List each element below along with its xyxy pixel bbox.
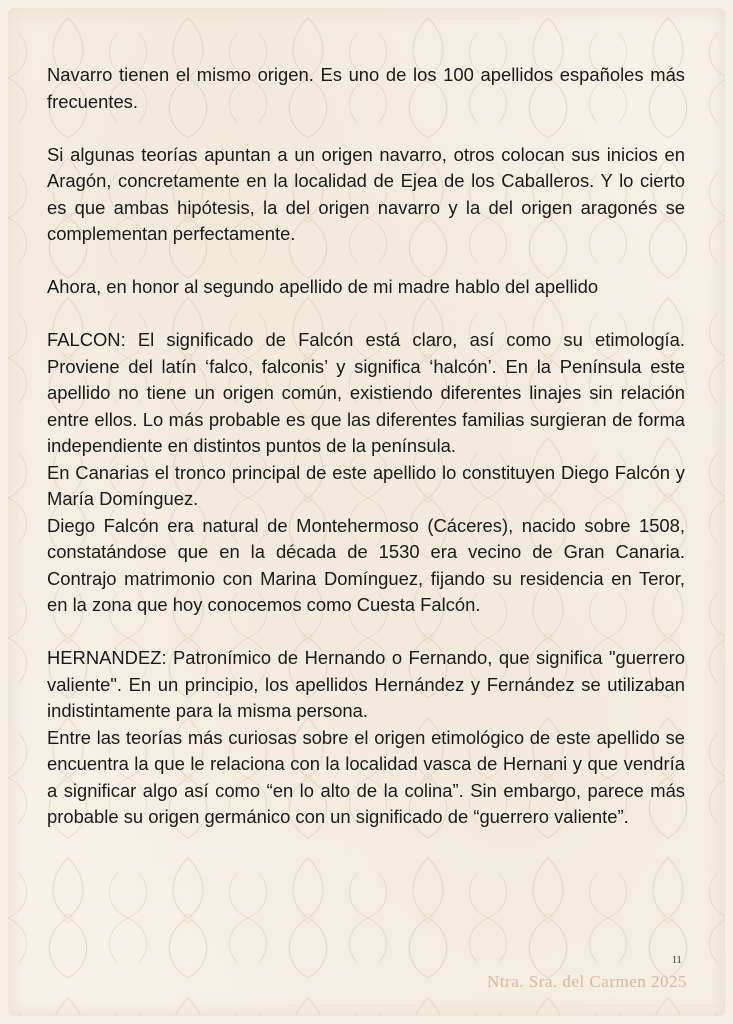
paragraph-diego-falcon: Diego Falcón era natural de Montehermoso (Cáceres), nacido sobre 1508, constatándose que en la década de 1530 era vecino de Gran Canaria. Contrajo matrimonio con Marina Domínguez, fijando su residencia en Teror, en la zona que hoy conocemos como Cuesta Falcón. (47, 514, 685, 615)
paragraph-navarro-frequency: Navarro tienen el mismo origen. Es uno de los 100 apellidos españoles más frecuentes. (47, 64, 685, 112)
footer-title: Ntra. Sra. del Carmen 2025 (487, 972, 687, 991)
paragraph-hernandez-theories: Entre las teorías más curiosas sobre el origen etimológico de este apellido se encuentra la que le relaciona con la localidad vasca de Hernani y que vendría a significar algo así como “en lo alto de la colina”. Sin embargo, parece más probable su origen germánico con un significado de “guerrero valiente”. (47, 726, 685, 827)
paragraph-falcon-canarias: En Canarias el tronco principal de este apellido lo constituyen Diego Falcón y María Domínguez. (47, 461, 685, 509)
page-number: 11 (672, 955, 682, 966)
paragraph-mother-surname-intro: Ahora, en honor al segundo apellido de mi madre hablo del apellido (47, 276, 599, 297)
paragraph-origin-theories: Si algunas teorías apuntan a un origen navarro, otros colocan sus inicios en Aragón, concretamente en la localidad de Ejea de los Caballeros. Y lo cierto es que ambas hipótesis, la del origen navarro y la del origen aragonés se complementan perfectamente. (47, 143, 685, 244)
paragraph-falcon-meaning: FALCON: El significado de Falcón está claro, así como su etimología. Proviene del latín ‘falco, falconis’ y significa ‘halcón’. En la Península este apellido no tiene un origen común, existiendo diferentes linajes sin relación entre ellos. Lo más probable es que las diferentes familias surgieran de forma independiente en distintos puntos de la península. (47, 329, 685, 456)
paragraph-hernandez-meaning: HERNANDEZ: Patronímico de Hernando o Fernando, que significa "guerrero valiente". En un principio, los apellidos Hernández y Fernández se utilizaban indistintamente para la misma persona. (47, 647, 685, 721)
body-text (47, 62, 685, 831)
